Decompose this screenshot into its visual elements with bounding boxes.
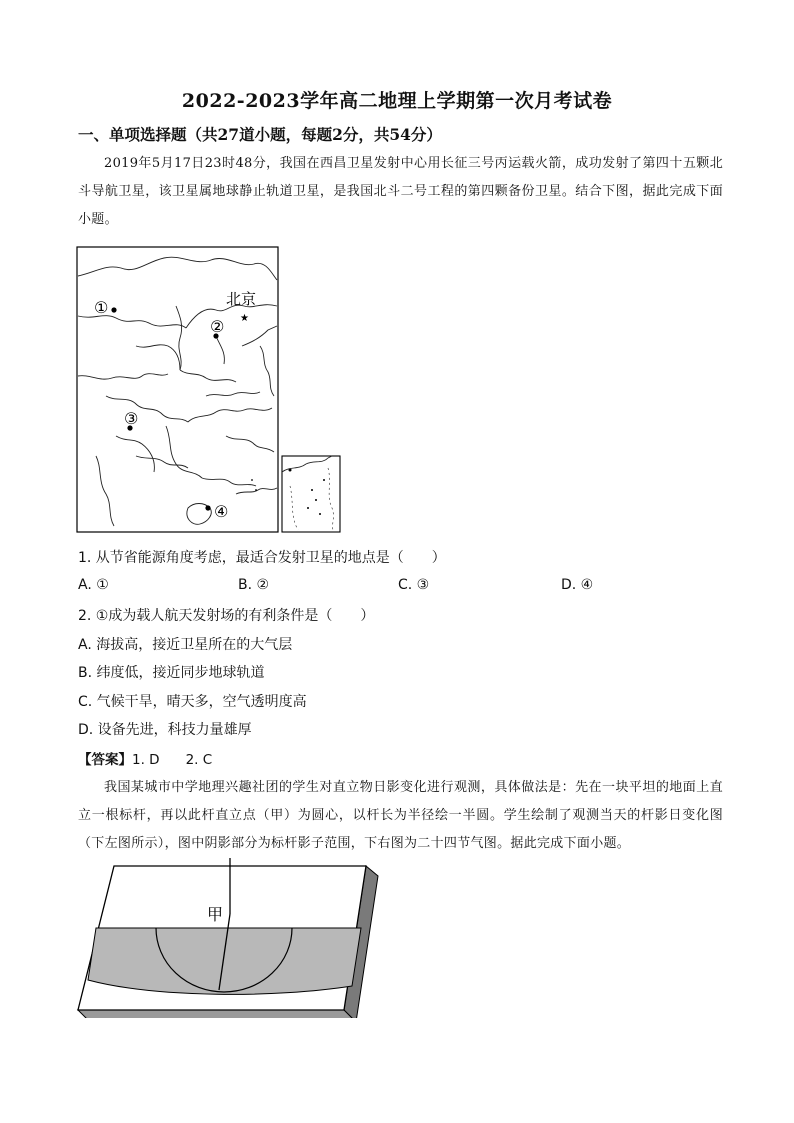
board-side-bottom: [78, 1010, 356, 1018]
answer-line: [78, 748, 212, 768]
shadow-area: [88, 928, 361, 994]
pole-shadow-diagram: [76, 858, 386, 1018]
question-2-stem: 2. ①成为载人航天发射场的有利条件是（ ）: [78, 608, 375, 624]
point-2-label: ②: [210, 317, 225, 336]
china-map-figure: [76, 246, 346, 536]
question-2-option-c[interactable]: C. 气候干旱，晴天多，空气透明度高: [78, 694, 307, 710]
point-1-dot: [111, 307, 116, 312]
answer-1: 1. D: [132, 752, 160, 768]
question-1-option-a[interactable]: A. ①: [78, 577, 109, 593]
answer-tag: 【答案】: [78, 752, 132, 768]
question-2-option-b[interactable]: B. 纬度低，接近同步地球轨道: [78, 665, 265, 681]
pole-base-label: 甲: [207, 905, 224, 924]
question-2-option-d[interactable]: D. 设备先进，科技力量雄厚: [78, 722, 252, 738]
question-1-option-c[interactable]: C. ③: [398, 577, 430, 593]
second-paragraph: 我国某城市中学地理兴趣社团的学生对直立物日影变化进行观测，具体做法是：先在一块平坦的地面上直立一根标杆，再以此杆直立点（甲）为圆心，以杆长为半径绘一半圆。学生绘制了观测当天的杆影日变化图（下左图所示），图中阴影部分为标杆影子范围，下右图为二十四节气图。据此完成下面小题。: [78, 780, 723, 851]
question-2-option-a[interactable]: A. 海拔高，接近卫星所在的大气层: [78, 637, 293, 653]
beijing-label: 北京: [226, 290, 257, 308]
section-heading: 一、单项选择题（共27道小题，每题2分，共54分）: [78, 125, 442, 144]
point-4-label: ④: [214, 502, 229, 521]
point-3-label: ③: [124, 409, 139, 428]
beijing-star-icon: ★: [240, 313, 249, 324]
intro-paragraph: 2019年5月17日23时48分，我国在西昌卫星发射中心用长征三号丙运载火箭，成功发射了第四十五颗北斗导航卫星，该卫星属地球静止轨道卫星，是我国北斗二号工程的第四颗备份卫星。结合下图，据此完成下面小题。: [78, 156, 723, 227]
answer-2: 2. C: [185, 752, 213, 768]
point-1-label: ①: [94, 298, 109, 317]
point-4-dot: [205, 505, 210, 510]
page-title: 2022-2023学年高二地理上学期第一次月考试卷: [181, 90, 613, 112]
question-1-option-d[interactable]: D. ④: [561, 577, 594, 593]
south-china-sea-inset: [282, 456, 340, 532]
question-1-stem: 1. 从节省能源角度考虑，最适合发射卫星的地点是（ ）: [78, 550, 446, 566]
question-1-option-b[interactable]: B. ②: [238, 577, 270, 593]
